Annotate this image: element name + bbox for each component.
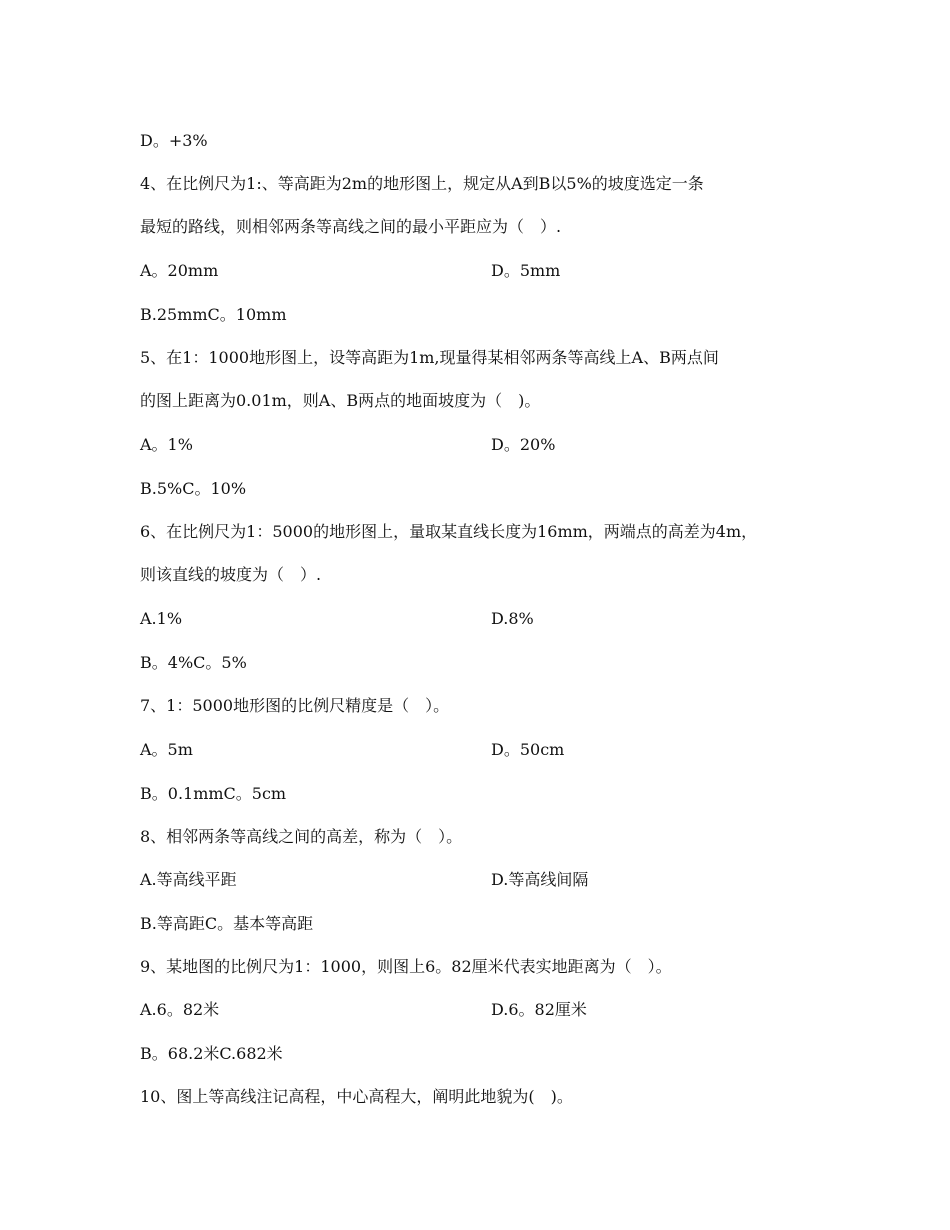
- question-9-option-a: A.6。82米: [140, 1000, 220, 1019]
- question-9-option-bc: B。68.2米C.682米: [140, 1044, 283, 1063]
- question-10-line-1: 10、图上等高线注记高程，中心高程大，阐明此地貌为( )。: [140, 1087, 573, 1106]
- question-4-option-bc: B.25mmC。10mm: [140, 305, 287, 324]
- question-6-line-2: 则该直线的坡度为（ ）.: [140, 565, 322, 584]
- question-6-option-d: D.8%: [491, 609, 534, 628]
- question-4-option-d: D。5mm: [491, 261, 561, 280]
- question-8-option-bc: B.等高距C。基本等高距: [140, 914, 314, 933]
- question-4-line-1: 4、在比例尺为1:、等高距为2m的地形图上，规定从A到B以5%的坡度选定一条: [140, 174, 704, 193]
- question-8-option-a: A.等高线平距: [140, 870, 237, 889]
- question-8-option-d: D.等高线间隔: [491, 870, 589, 889]
- question-7-line-1: 7、1：5000地形图的比例尺精度是（ ）。: [140, 696, 450, 715]
- question-7-option-bc: B。0.1mmC。5cm: [140, 784, 287, 803]
- question-4-line-2: 最短的路线，则相邻两条等高线之间的最小平距应为（ ）.: [140, 217, 562, 236]
- question-7-option-a: A。5m: [140, 740, 193, 759]
- question-5-option-d: D。20%: [491, 435, 556, 454]
- prev-option-d: D。+3%: [140, 131, 208, 150]
- question-9-line-1: 9、某地图的比例尺为1：1000，则图上6。82厘米代表实地距离为（ ）。: [140, 957, 672, 976]
- question-6-line-1: 6、在比例尺为1：5000的地形图上，量取某直线长度为16mm，两端点的高差为4m，: [140, 522, 758, 541]
- question-5-line-2: 的图上距离为0.01m，则A、B两点的地面坡度为（ )。: [140, 391, 541, 410]
- question-6-option-bc: B。4%C。5%: [140, 653, 247, 672]
- question-6-option-a: A.1%: [140, 609, 183, 628]
- question-5-line-1: 5、在1：1000地形图上，设等高距为1m,现量得某相邻两条等高线上A、B两点间: [140, 348, 719, 367]
- question-8-line-1: 8、相邻两条等高线之间的高差，称为（ ）。: [140, 827, 463, 846]
- question-5-option-a: A。1%: [140, 435, 193, 454]
- question-9-option-d: D.6。82厘米: [491, 1000, 587, 1019]
- question-7-option-d: D。50cm: [491, 740, 565, 759]
- question-5-option-bc: B.5%C。10%: [140, 479, 247, 498]
- question-4-option-a: A。20mm: [140, 261, 219, 280]
